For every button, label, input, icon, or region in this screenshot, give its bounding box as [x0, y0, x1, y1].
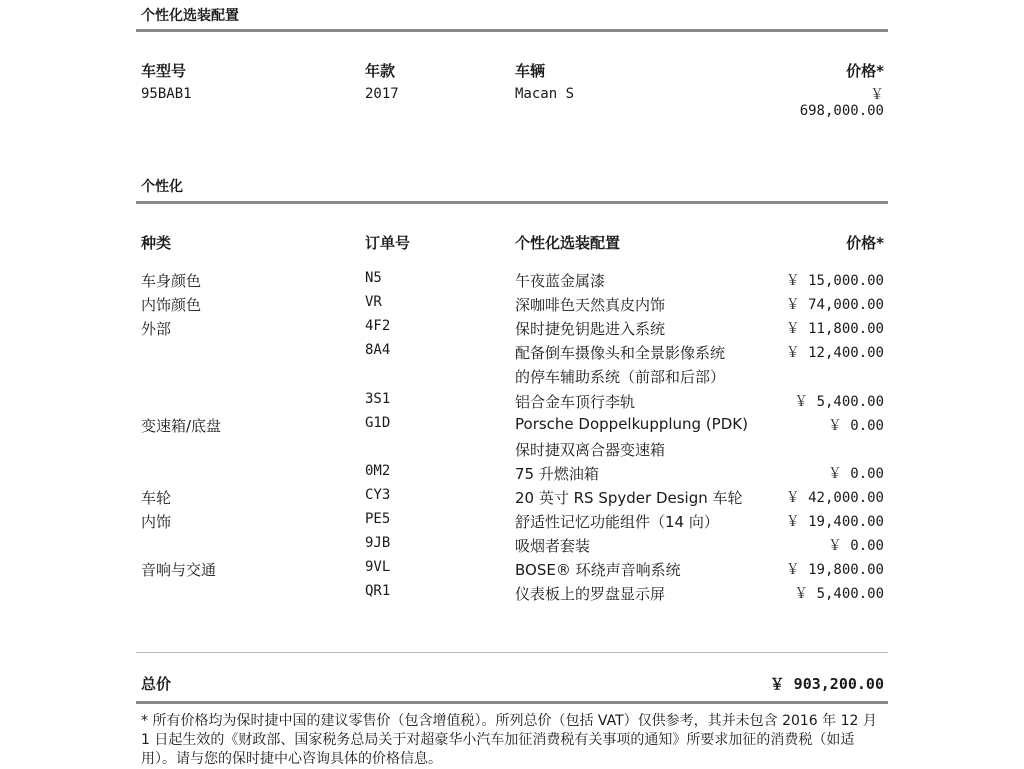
vehicle-value: Macan S: [515, 86, 575, 102]
table-row: [0, 511, 1024, 535]
row-option: 75 升燃油箱: [515, 465, 599, 483]
row-option: 舒适性记忆功能组件（14 向）: [515, 513, 719, 531]
row-order-code: 9JB: [365, 535, 391, 551]
row-category: 内饰颜色: [141, 296, 202, 314]
row-option: BOSE® 环绕声音响系统: [515, 561, 681, 579]
row-order-code: 9VL: [365, 559, 391, 575]
header-price: 价格*: [846, 62, 884, 80]
row-order-code: CY3: [365, 487, 391, 503]
header-price: 价格*: [846, 234, 884, 252]
table-row: [0, 535, 1024, 559]
table-row: [0, 318, 1024, 342]
header-option: 个性化选装配置: [515, 234, 621, 252]
row-option: 铝合金车顶行李轨: [515, 393, 636, 411]
divider: [136, 652, 888, 653]
row-order-code: 0M2: [365, 463, 391, 479]
row-price: ￥ 5,400.00: [794, 394, 884, 410]
header-category: 种类: [141, 234, 172, 252]
table-row: [0, 294, 1024, 318]
row-order-code: 8A4: [365, 342, 391, 358]
header-year: 年款: [365, 62, 396, 80]
table-row: [0, 487, 1024, 511]
table-row: [0, 583, 1024, 607]
row-price: ￥ 12,400.00: [785, 345, 884, 361]
row-price: ￥ 19,800.00: [785, 562, 884, 578]
options-header-row: [0, 232, 1024, 252]
row-option: 保时捷免钥匙进入系统: [515, 320, 666, 338]
section-title-config: 个性化选装配置: [141, 8, 239, 24]
table-row: [0, 415, 1024, 459]
row-order-code: VR: [365, 294, 382, 310]
row-order-code: 3S1: [365, 391, 391, 407]
row-price: ￥ 15,000.00: [785, 273, 884, 289]
row-category: 外部: [141, 320, 172, 338]
row-option: 午夜蓝金属漆: [515, 272, 606, 290]
row-price: ￥ 5,400.00: [794, 586, 884, 602]
table-row: [0, 391, 1024, 415]
header-order-no: 订单号: [365, 234, 411, 252]
row-category: 变速箱/底盘: [141, 417, 222, 435]
row-option-line2: 的停车辅助系统（前部和后部）: [515, 368, 726, 386]
row-category: 车轮: [141, 489, 172, 507]
divider: [136, 201, 888, 204]
row-price: ￥ 0.00: [827, 538, 884, 554]
row-order-code: G1D: [365, 415, 391, 431]
row-option: 仪表板上的罗盘显示屏: [515, 585, 666, 603]
table-row: [0, 270, 1024, 294]
divider: [136, 701, 888, 704]
row-price: ￥ 0.00: [827, 466, 884, 482]
row-order-code: 4F2: [365, 318, 391, 334]
total-value: ￥ 903,200.00: [769, 675, 884, 693]
row-option: 配备倒车摄像头和全景影像系统: [515, 344, 726, 362]
header-vehicle: 车辆: [515, 62, 546, 80]
row-price: ￥ 0.00: [827, 418, 884, 434]
header-model-code: 车型号: [141, 62, 187, 80]
divider: [136, 29, 888, 32]
table-row: [0, 342, 1024, 386]
row-order-code: N5: [365, 270, 382, 286]
footnote: * 所有价格均为保时捷中国的建议零售价（包含增值税）。所列总价（包括 VAT）仅供参考，其并未包含 2016 年 12 月 1 日起生效的《财政部、国家税务总局关于对超豪华小汽车加征消费税有关事项的通知》所要求加征的消费税（如适用）。请与您的保时捷中心咨询具体的价格信息。: [141, 713, 877, 767]
row-option: 20 英寸 RS Spyder Design 车轮: [515, 489, 743, 507]
table-row: [0, 559, 1024, 583]
row-option-line2: 保时捷双离合器变速箱: [515, 441, 666, 459]
vehicle-header-row: [0, 60, 1024, 80]
table-row: [0, 463, 1024, 487]
row-price: ￥ 19,400.00: [785, 514, 884, 530]
row-option: Porsche Doppelkupplung (PDK): [515, 415, 748, 433]
row-category: 音响与交通: [141, 561, 217, 579]
row-category: 车身颜色: [141, 272, 202, 290]
row-option: 吸烟者套装: [515, 537, 591, 555]
base-price-value: 698,000.00: [799, 103, 884, 119]
row-price: ￥ 11,800.00: [785, 321, 884, 337]
row-price: ￥ 74,000.00: [785, 297, 884, 313]
row-option: 深咖啡色天然真皮内饰: [515, 296, 666, 314]
row-price: ￥ 42,000.00: [785, 490, 884, 506]
year-value: 2017: [365, 86, 399, 102]
row-category: 内饰: [141, 513, 172, 531]
base-price-currency: ￥: [870, 87, 884, 103]
row-order-code: QR1: [365, 583, 391, 599]
section-title-personalization: 个性化: [141, 179, 183, 195]
model-code-value: 95BAB1: [141, 86, 192, 102]
row-order-code: PE5: [365, 511, 391, 527]
total-label: 总价: [141, 675, 172, 693]
